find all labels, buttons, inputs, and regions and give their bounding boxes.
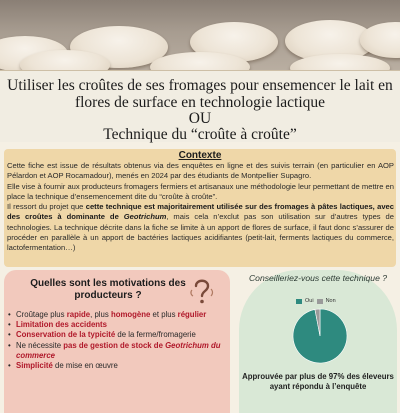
legend-label-non: Non [325, 298, 336, 304]
list-item: • Ne nécessite pas de gestion de stock de Geotrichum du commerce [8, 341, 226, 361]
pie-chart [280, 307, 360, 365]
list-item: • Conservation de la typicité de la ferme/fromagerie [8, 330, 226, 340]
list-item: • Limitation des accidents [8, 320, 226, 330]
legend-swatch-non [317, 299, 323, 304]
chart-title: Conseilleriez-vous cette technique ? [248, 273, 388, 283]
question-mark-icon [188, 276, 216, 306]
page-title-line-3: OU [188, 110, 212, 127]
motivations-title: Quelles sont les motivations des producteurs ? [30, 278, 186, 301]
list-item: • Croûtage plus rapide, plus homogène et plus régulier [8, 310, 226, 320]
context-heading: Contexte [178, 150, 222, 161]
context-paragraph-2: Elle vise à fournir aux producteurs fromagers fermiers et artisanaux une méthodologie leur permettant de mettre en place la technique d’ensemencement dite du “croûte à croûte”. [7, 181, 394, 201]
page-title-line-2: flores de surface en technologie lactique [74, 94, 326, 111]
legend-swatch-oui [296, 299, 302, 304]
list-item: • Simplicité de mise en œuvre [8, 361, 226, 371]
page-title-line-4: Technique du “croûte à croûte” [103, 126, 297, 143]
context-text [7, 161, 394, 254]
approval-note: Approuvée par plus de 97% des éleveurs ayant répondu à l’enquête [242, 372, 394, 391]
chart-legend [296, 297, 336, 305]
context-paragraph-3: Il ressort du projet que cette technique est majoritairement utilisée sur des fromages à pâtes lactiques, avec des croûtes à dominante de Geotrichum, mais cela n’exclut pas son utilisation sur d’autres types de technologies. La technique décrite dans la fiche se limite à un apport de flores de surface, il faut donc s’assurer de procéder en parallèle à un apport de bactéries lactiques acidifiantes (petit-lait, ferments lactiques du commerce, lactofermentation…) [7, 202, 394, 253]
motivations-list [8, 310, 226, 371]
header-cheese-photo [0, 0, 400, 70]
page-title-line-1: Utiliser les croûtes de ses fromages pour ensemencer le lait en [7, 77, 393, 94]
legend-label-oui: Oui [305, 298, 314, 304]
context-paragraph-1: Cette fiche est issue de résultats obtenus via des enquêtes en ligne et des suivis terrain (en particulier en AOP Pélardon et AOP Rocamadour), menés en 2024 par des étudiants de Montpellier Supagro. [7, 161, 394, 181]
